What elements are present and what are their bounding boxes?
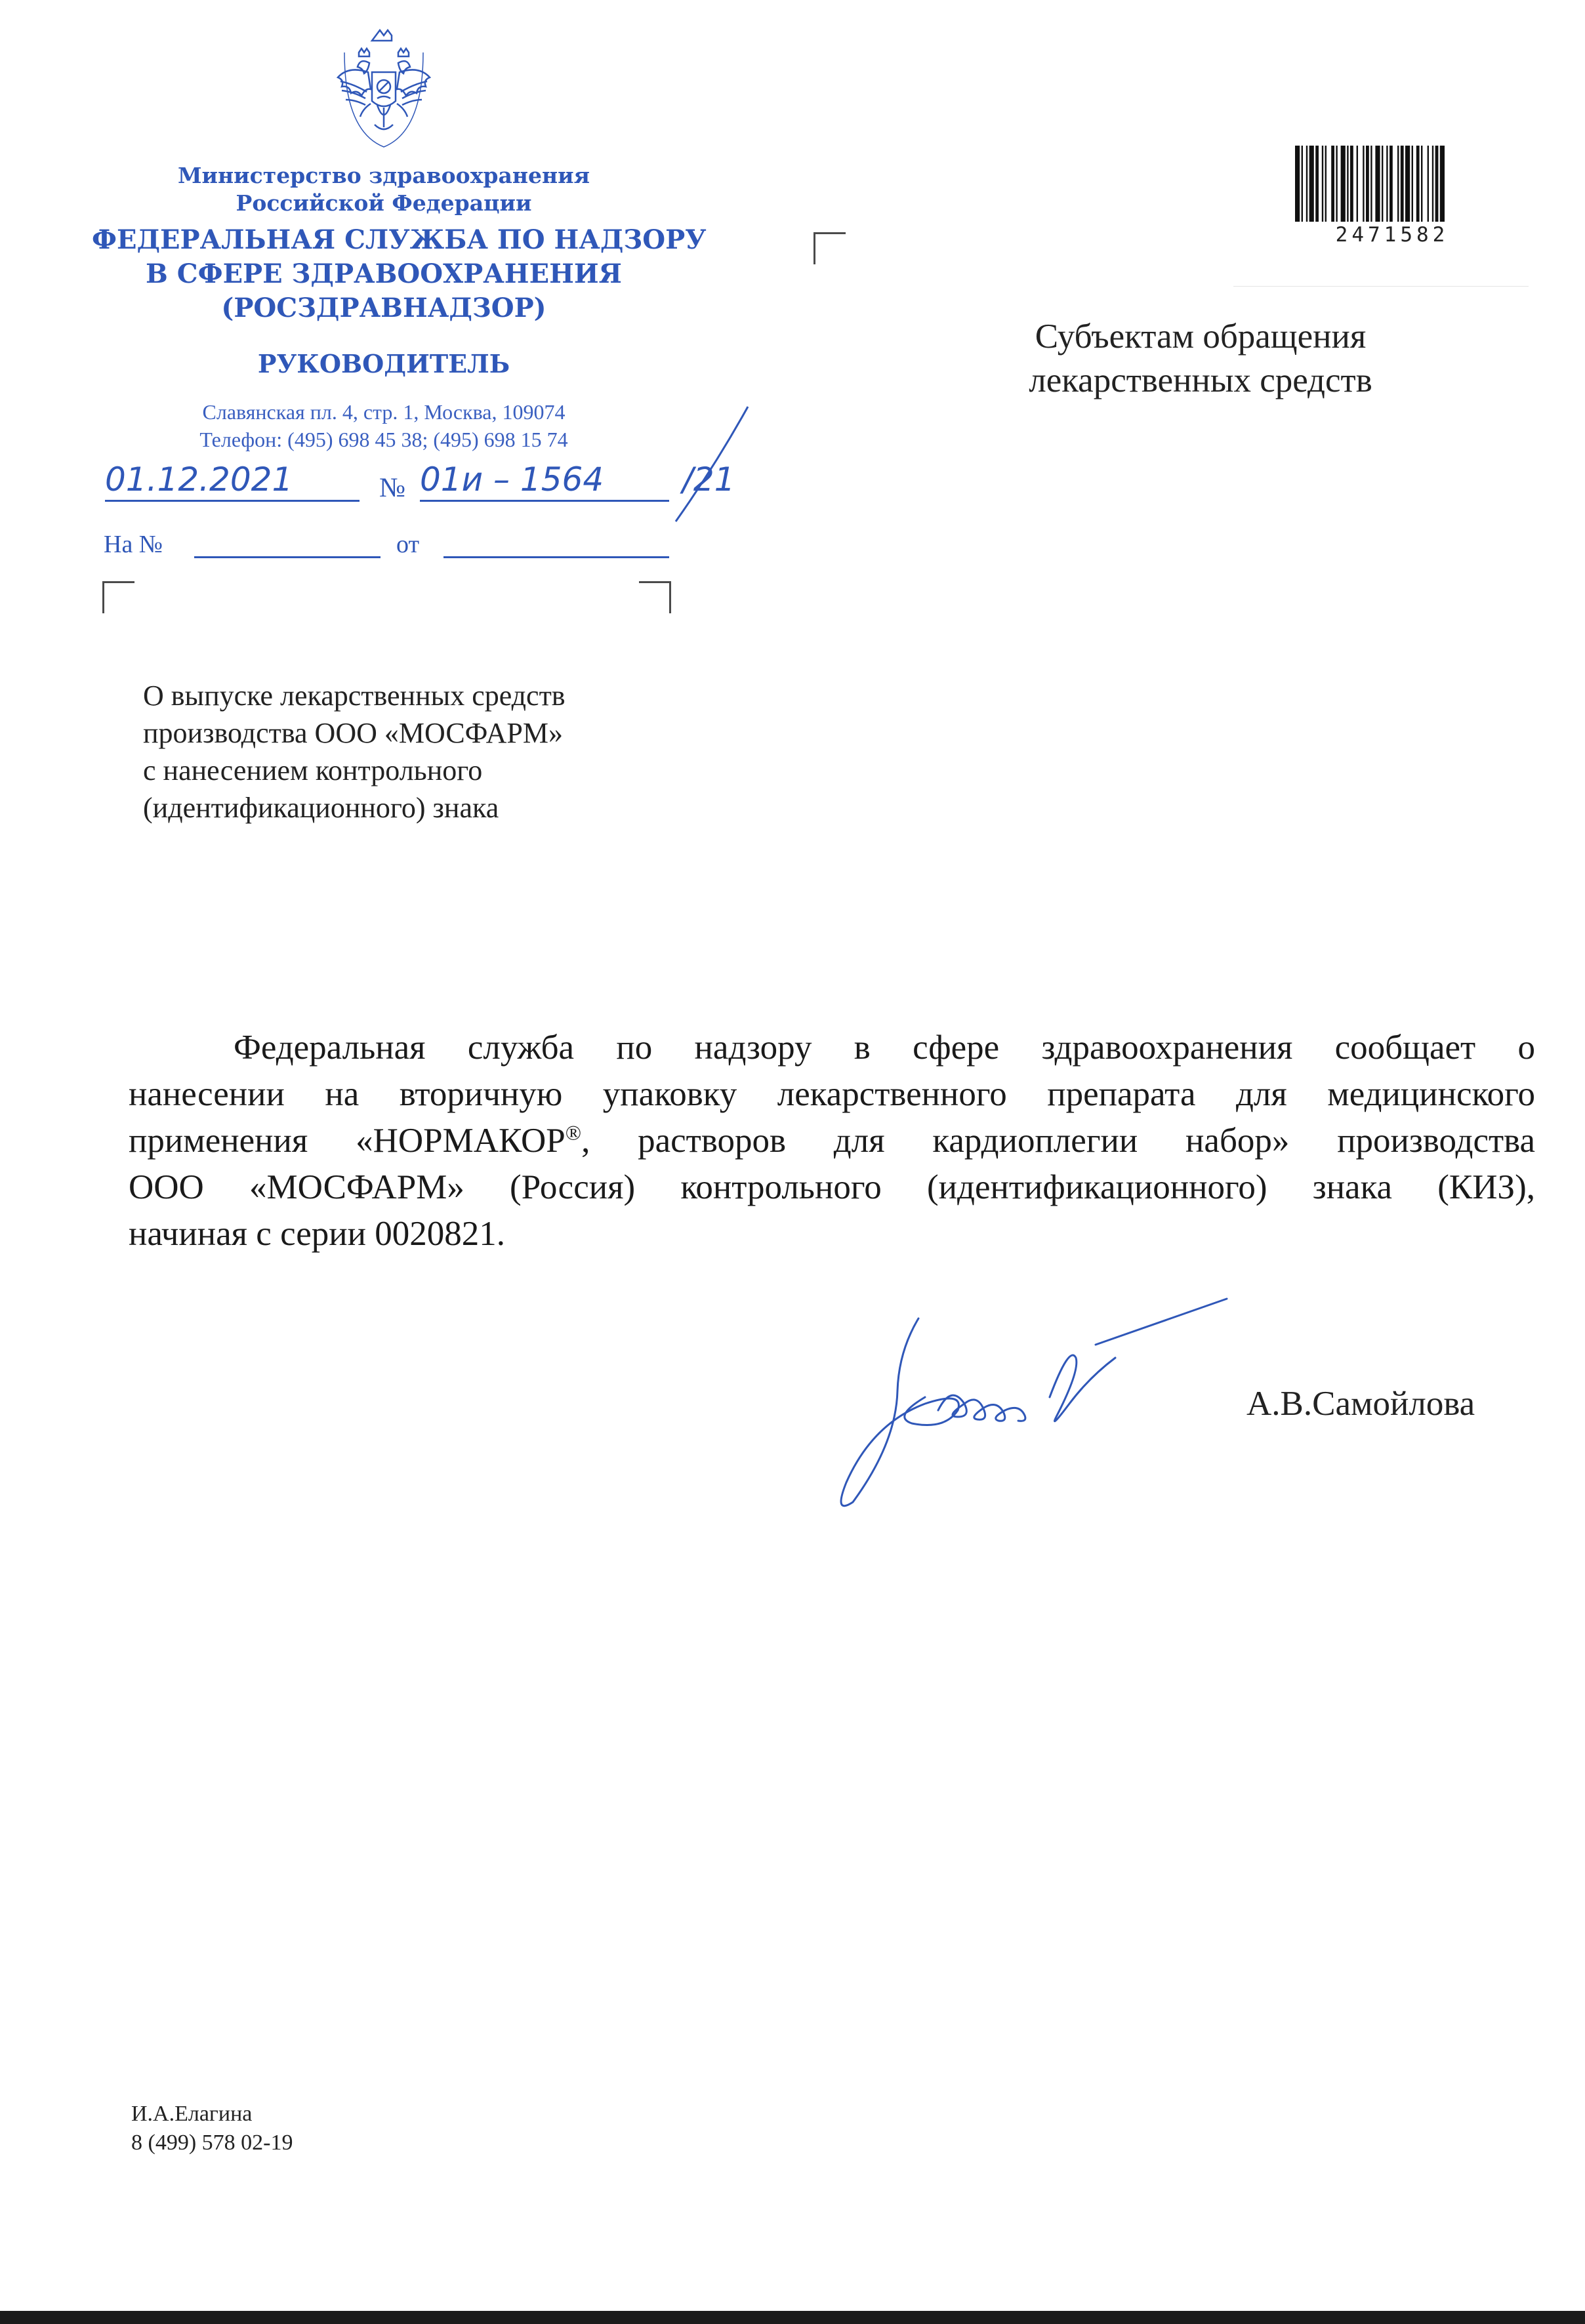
date-underline: [105, 500, 360, 502]
registered-mark: ®: [565, 1120, 582, 1145]
body-line1: Федеральная служба по надзору в сфере здравоохранения сообщает о: [234, 1029, 1535, 1067]
letter-body: [129, 1025, 1535, 1257]
body-line4: ООО «МОСФАРМ» (Россия) контрольного (идентификационного) знака (КИЗ),: [129, 1168, 1535, 1206]
phone-line: Телефон: (495) 698 45 38; (495) 698 15 74: [199, 428, 568, 451]
number-sign: №: [379, 473, 406, 503]
reference-number-blank: [194, 556, 381, 558]
subject-line2: производства ООО «МОСФАРМ»: [143, 717, 564, 749]
body-line2: нанесении на вторичную упаковку лекарственного препарата для медицинского: [129, 1075, 1535, 1113]
handwritten-number-suffix: /21: [682, 460, 735, 499]
barcode-number: 2471582: [1335, 223, 1449, 247]
executor-phone: 8 (499) 578 02-19: [131, 2130, 293, 2155]
reference-date-blank: [443, 556, 669, 558]
corner-mark-right: [639, 581, 671, 613]
recipient-line2: лекарственных средств: [1029, 361, 1372, 399]
barcode: [1294, 146, 1491, 222]
subject-line1: О выпуске лекарственных средств: [143, 680, 566, 712]
ministry-name-line2: Российской Федерации: [236, 190, 532, 216]
barcode-divider: [1233, 286, 1529, 287]
scan-edge-bar: [0, 2311, 1585, 2324]
corner-mark-left: [102, 581, 134, 613]
body-line5: начиная с серии 0020821.: [129, 1215, 505, 1253]
signer-name: А.В.Самойлова: [1246, 1385, 1475, 1423]
handwritten-signature: [833, 1292, 1240, 1515]
body-line3: применения «НОРМАКОР®, растворов для кардиоплегии набор» производства: [129, 1120, 1535, 1160]
handwritten-slash: [656, 394, 754, 525]
russian-coat-of-arms-icon: [331, 26, 436, 151]
subject-line4: (идентификационного) знака: [143, 792, 499, 824]
recipient-line1: Субъектам обращения: [1035, 317, 1367, 356]
address-line: Славянская пл. 4, стр. 1, Москва, 109074: [202, 400, 566, 424]
reference-from-label: от: [396, 531, 420, 558]
subject-line3: с нанесением контрольного: [143, 754, 483, 786]
service-name-line2: В СФЕРЕ ЗДРАВООХРАНЕНИЯ: [146, 258, 622, 289]
executor-name: И.А.Елагина: [131, 2102, 253, 2126]
service-name-line1: ФЕДЕРАЛЬНАЯ СЛУЖБА ПО НАДЗОРУ: [92, 224, 707, 255]
handwritten-number: 01и – 1564: [420, 460, 604, 499]
corner-mark-recipient: [813, 232, 846, 264]
number-underline: [420, 500, 669, 502]
head-title: РУКОВОДИТЕЛЬ: [257, 349, 510, 378]
reference-number-label: На №: [104, 531, 163, 558]
letter-subject: [143, 677, 694, 826]
ministry-name-line1: Министерство здравоохранения: [178, 163, 590, 188]
handwritten-date: 01.12.2021: [105, 460, 293, 499]
service-name-line3: (РОСЗДРАВНАДЗОР): [221, 293, 546, 323]
